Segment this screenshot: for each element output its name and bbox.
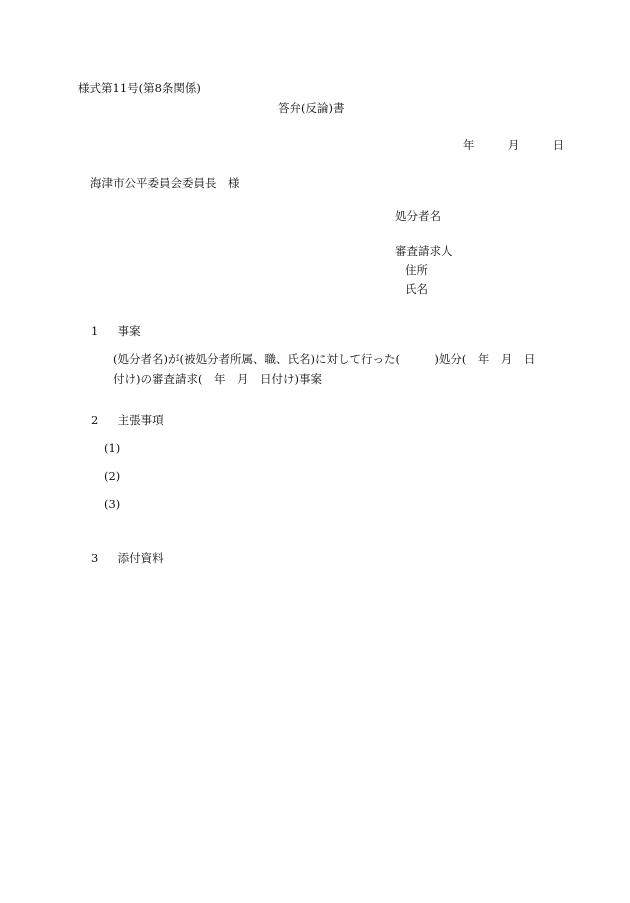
date-year: 年 [463, 138, 475, 152]
section-number: 1 [91, 324, 99, 338]
addressee: 海津市公平委員会委員長 様 [90, 176, 240, 190]
requester-label: 審査請求人 [395, 244, 453, 258]
case-description-line-1: (処分者名)が(被処分者所属、職、氏名)に対して行った( )処分( 年 月 日 [113, 352, 536, 366]
requester-address-label: 住所 [405, 263, 428, 277]
respondent-label: 処分者名 [395, 209, 441, 223]
section-case-heading [91, 324, 141, 338]
date-day: 日 [552, 138, 565, 152]
section-attachments-heading [91, 551, 164, 565]
form-number: 様式第11号(第8条関係) [78, 81, 201, 95]
requester-name-label: 氏名 [405, 282, 428, 296]
claim-item-2: (2) [104, 469, 121, 483]
date-month: 月 [507, 138, 520, 152]
case-description-line-2: 付け)の審査請求( 年 月 日付け)事案 [113, 372, 322, 386]
section-title: 事案 [117, 324, 141, 338]
section-claims-heading [91, 413, 164, 427]
section-number: 3 [91, 551, 99, 565]
document-title: 答弁(反論)書 [278, 101, 345, 115]
claim-item-3: (3) [104, 497, 121, 511]
claim-item-1: (1) [104, 441, 121, 455]
date-line [463, 138, 564, 152]
section-title: 添付資料 [117, 551, 164, 565]
section-number: 2 [91, 413, 99, 427]
section-title: 主張事項 [117, 413, 164, 427]
